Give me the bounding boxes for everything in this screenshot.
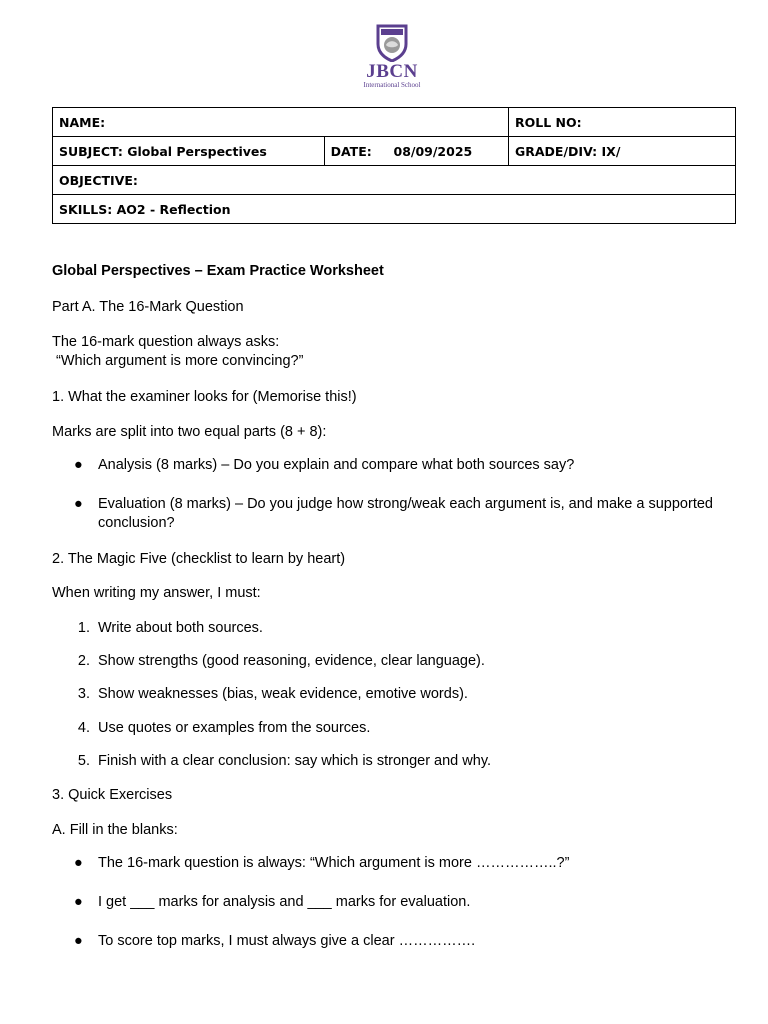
part-a-heading: Part A. The 16-Mark Question bbox=[52, 299, 244, 315]
list-item-text: Show strengths (good reasoning, evidence, clear language). bbox=[98, 653, 485, 669]
bullet-icon: ● bbox=[74, 496, 83, 512]
list-item bbox=[77, 619, 718, 638]
bullet-icon: ● bbox=[74, 894, 83, 910]
list-item-text: Evaluation (8 marks) – Do you judge how strong/weak each argument is, and make a supported conclusion? bbox=[98, 496, 713, 531]
list-number: 1. bbox=[77, 620, 90, 636]
list-item-text: To score top marks, I must always give a clear ……………. bbox=[98, 933, 476, 949]
list-number: 5. bbox=[77, 753, 90, 769]
list-item-text: Use quotes or examples from the sources. bbox=[98, 720, 371, 736]
list-item-text: Show weaknesses (bias, weak evidence, emotive words). bbox=[98, 686, 468, 702]
when-writing-text: When writing my answer, I must: bbox=[52, 585, 261, 601]
date-cell: DATE: 08/09/2025 bbox=[324, 137, 508, 166]
list-item bbox=[77, 652, 718, 671]
list-item bbox=[77, 719, 718, 738]
list-item-text: Finish with a clear conclusion: say which is stronger and why. bbox=[98, 753, 492, 769]
list-item-text: I get ___ marks for analysis and ___ marks for evaluation. bbox=[98, 894, 471, 910]
list-item-text: Analysis (8 marks) – Do you explain and compare what both sources say? bbox=[98, 457, 575, 473]
name-field[interactable]: NAME: bbox=[53, 108, 509, 137]
bullet-icon: ● bbox=[74, 933, 83, 949]
grade-div-field[interactable]: GRADE/DIV: IX/ bbox=[509, 137, 736, 166]
section-3-heading: 3. Quick Exercises bbox=[52, 787, 173, 803]
school-logo bbox=[340, 24, 444, 96]
list-number: 4. bbox=[77, 720, 90, 736]
list-item-text: The 16-mark question is always: “Which argument is more ……………..?” bbox=[98, 855, 570, 871]
worksheet-title: Global Perspectives – Exam Practice Worksheet bbox=[52, 263, 384, 279]
fill-blanks-heading: A. Fill in the blanks: bbox=[52, 822, 178, 838]
logo-subtitle: International School bbox=[363, 81, 421, 89]
list-number: 2. bbox=[77, 653, 90, 669]
roll-no-field[interactable]: ROLL NO: bbox=[509, 108, 736, 137]
marks-split-text: Marks are split into two equal parts (8 + 8): bbox=[52, 424, 327, 440]
objective-field[interactable]: OBJECTIVE: bbox=[53, 166, 736, 195]
section-2-heading: 2. The Magic Five (checklist to learn by heart) bbox=[52, 551, 346, 567]
list-item-text: Write about both sources. bbox=[98, 620, 263, 636]
student-info-table bbox=[52, 107, 736, 224]
list-item bbox=[74, 495, 718, 533]
list-item bbox=[74, 854, 718, 873]
shield-crest-icon bbox=[375, 24, 409, 62]
section-1-heading: 1. What the examiner looks for (Memorise this!) bbox=[52, 389, 357, 405]
list-item bbox=[74, 893, 718, 912]
list-item bbox=[77, 752, 718, 771]
subject-cell: SUBJECT: Global Perspectives bbox=[53, 137, 325, 166]
intro-line-2: “Which argument is more convincing?” bbox=[52, 353, 304, 369]
skills-cell: SKILLS: AO2 - Reflection bbox=[53, 195, 736, 224]
bullet-icon: ● bbox=[74, 855, 83, 871]
intro-line-1: The 16-mark question always asks: bbox=[52, 334, 280, 350]
list-number: 3. bbox=[77, 686, 90, 702]
bullet-icon: ● bbox=[74, 457, 83, 473]
list-item bbox=[74, 932, 718, 951]
list-item bbox=[74, 456, 718, 475]
logo-brand-text: JBCN bbox=[366, 61, 418, 82]
list-item bbox=[77, 685, 718, 704]
